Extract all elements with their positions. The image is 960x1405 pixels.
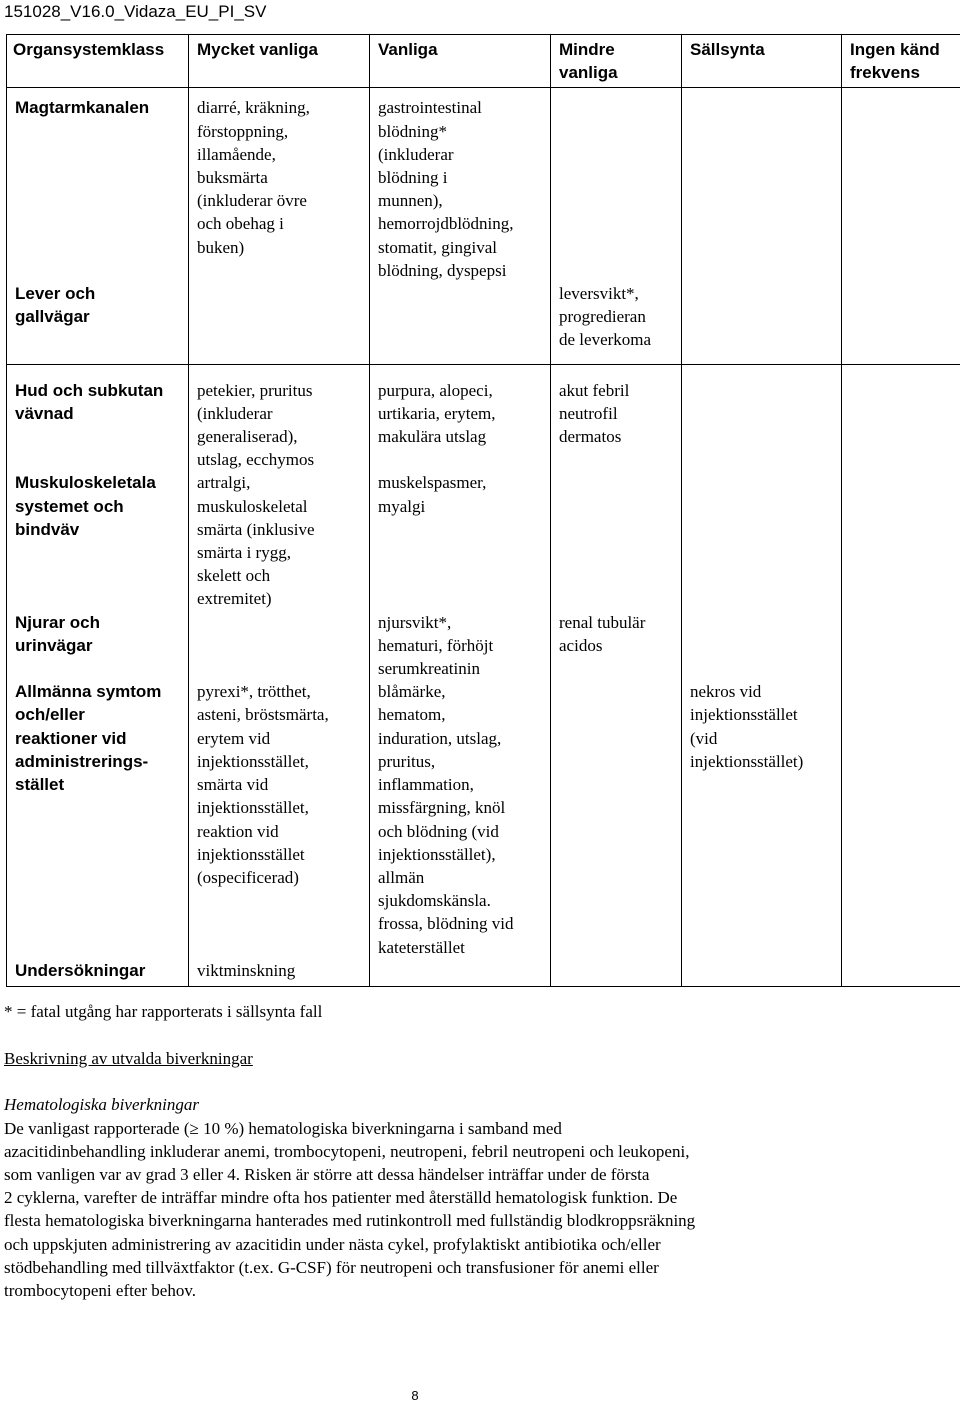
unknown-cell	[842, 611, 960, 681]
lower-text-section	[4, 1000, 944, 1302]
uncommon-cell	[551, 680, 682, 958]
header-unknown-frequency: Ingen känd frekvens	[842, 35, 960, 88]
rare-cell	[682, 959, 842, 987]
uncommon-cell: renal tubulär acidos	[551, 611, 682, 681]
very-common-cell	[189, 282, 370, 364]
table-row	[7, 959, 960, 987]
rare-cell	[682, 611, 842, 681]
system-cell: Njurar och urinvägar	[7, 611, 189, 681]
system-cell: Allmänna symtom och/eller reaktioner vid administrerings- stället	[7, 680, 189, 958]
header-rare: Sällsynta	[682, 35, 842, 88]
rare-cell	[682, 471, 842, 610]
common-cell: purpura, alopeci, urtikaria, erytem, makulära utslag	[370, 364, 551, 471]
system-cell: Hud och subkutan vävnad	[7, 364, 189, 471]
table-header-row	[7, 35, 960, 88]
unknown-cell	[842, 471, 960, 610]
common-cell: gastrointestinal blödning* (inkluderar blödning i munnen), hemorrojdblödning, stomatit, gingival blödning, dyspepsi	[370, 88, 551, 282]
system-cell: Undersökningar	[7, 959, 189, 987]
very-common-cell: petekier, pruritus (inkluderar generaliserad), utslag, ecchymos	[189, 364, 370, 471]
common-cell: njursvikt*, hematuri, förhöjt serumkreatinin	[370, 611, 551, 681]
unknown-cell	[842, 282, 960, 364]
table-footnote: * = fatal utgång har rapporterats i sällsynta fall	[4, 1002, 323, 1021]
unknown-cell	[842, 680, 960, 958]
unknown-cell	[842, 364, 960, 471]
table-row	[7, 471, 960, 610]
common-cell	[370, 282, 551, 364]
header-system-organ-class: Organsystemklass	[7, 35, 189, 88]
uncommon-cell	[551, 88, 682, 282]
common-cell	[370, 959, 551, 987]
table-row	[7, 88, 960, 282]
uncommon-cell: akut febril neutrofil dermatos	[551, 364, 682, 471]
rare-cell	[682, 88, 842, 282]
system-cell: Muskuloskeletala systemet och bindväv	[7, 471, 189, 610]
table-row	[7, 282, 960, 364]
uncommon-cell	[551, 471, 682, 610]
document-id: 151028_V16.0_Vidaza_EU_PI_SV	[4, 2, 267, 21]
unknown-cell	[842, 959, 960, 987]
unknown-cell	[842, 88, 960, 282]
header-uncommon: Mindre vanliga	[551, 35, 682, 88]
rare-cell	[682, 282, 842, 364]
body-paragraph: De vanligast rapporterade (≥ 10 %) hematologiska biverkningarna i samband med azacitidinbehandling inkluderar anemi, trombocytopeni, neutropeni, febril neutropeni och leukopeni, som vanligen var av grad 3 eller 4. Risken är större att dessa händelser inträffar under de första 2 cyklerna, varefter de inträffar mindre ofta hos patienter med återställd hematologisk funktion. De flesta hematologiska biverkningarna hanterades med rutinkontroll med fullständig blodkroppsräkning och uppskjuten administrering av azacitidin under nästa cykel, profylaktiskt antibiotika och/eller stödbehandling med tillväxtfaktor (t.ex. G-CSF) för neutropeni och transfusioner för anemi eller trombocytopeni efter behov.	[4, 1118, 696, 1301]
header-very-common: Mycket vanliga	[189, 35, 370, 88]
adverse-reactions-table-wrapper	[6, 34, 960, 987]
table-row	[7, 364, 960, 471]
very-common-cell: viktminskning	[189, 959, 370, 987]
uncommon-cell	[551, 959, 682, 987]
very-common-cell	[189, 611, 370, 681]
common-cell: blåmärke, hematom, induration, utslag, pruritus, inflammation, missfärgning, knöl och blödning (vid injektionsstället), allmän sjukdomskänsla. frossa, blödning vid kateterstället	[370, 680, 551, 958]
very-common-cell: artralgi, muskuloskeletal smärta (inklusive smärta i rygg, skelett och extremitet)	[189, 471, 370, 610]
very-common-cell: pyrexi*, trötthet, asteni, bröstsmärta, erytem vid injektionsstället, smärta vid injektionsstället, reaktion vid injektionsstället (ospecificerad)	[189, 680, 370, 958]
page-number: 8	[411, 1388, 419, 1403]
adverse-reactions-table	[6, 34, 960, 987]
table-row	[7, 680, 960, 958]
header-common: Vanliga	[370, 35, 551, 88]
table-row	[7, 611, 960, 681]
very-common-cell: diarré, kräkning, förstoppning, illamående, buksmärta (inkluderar övre och obehag i buken)	[189, 88, 370, 282]
system-cell: Magtarmkanalen	[7, 88, 189, 282]
common-cell: muskelspasmer, myalgi	[370, 471, 551, 610]
uncommon-cell: leversvikt*, progredieran de leverkoma	[551, 282, 682, 364]
system-cell: Lever och gallvägar	[7, 282, 189, 364]
subheading: Hematologiska biverkningar	[4, 1095, 199, 1115]
rare-cell	[682, 364, 842, 471]
section-heading: Beskrivning av utvalda biverkningar	[4, 1049, 253, 1069]
rare-cell: nekros vid injektionsstället (vid injektionsstället)	[682, 680, 842, 958]
